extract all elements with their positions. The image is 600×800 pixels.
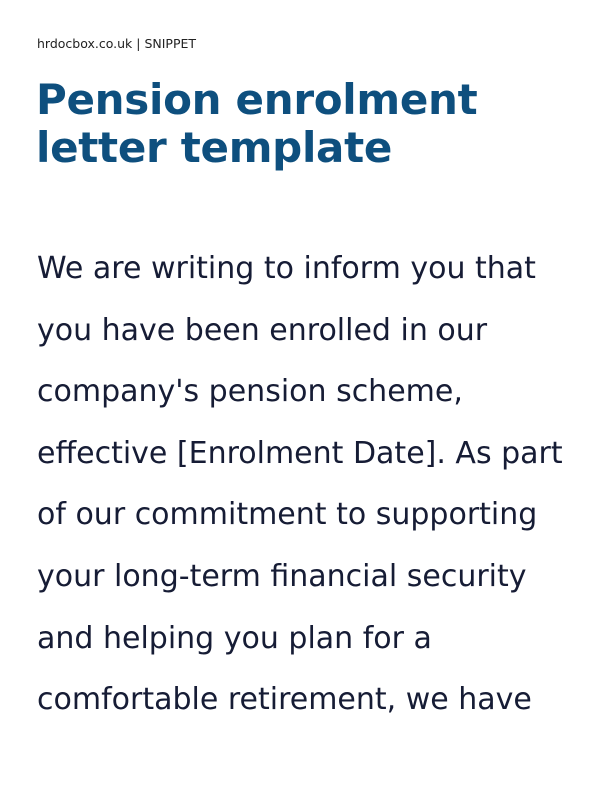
body-line: your long-term financial security — [37, 558, 527, 594]
body-line: comfortable retirement, we have — [37, 682, 532, 718]
page-title — [36, 76, 477, 172]
body-line: We are writing to inform you that — [37, 251, 536, 286]
body-line: of our commitment to supporting — [37, 497, 538, 533]
title-line: letter template — [36, 123, 393, 172]
body-line: effective [Enrolment Date]. As part — [37, 435, 563, 471]
letter-body — [37, 238, 563, 731]
title-line: Pension enrolment — [36, 75, 478, 124]
body-line: and helping you plan for a — [37, 620, 432, 656]
source-label: hrdocbox.co.uk | SNIPPET — [37, 36, 197, 51]
body-line: you have been enrolled in our — [37, 312, 488, 348]
body-line: company's pension scheme, — [37, 374, 463, 410]
